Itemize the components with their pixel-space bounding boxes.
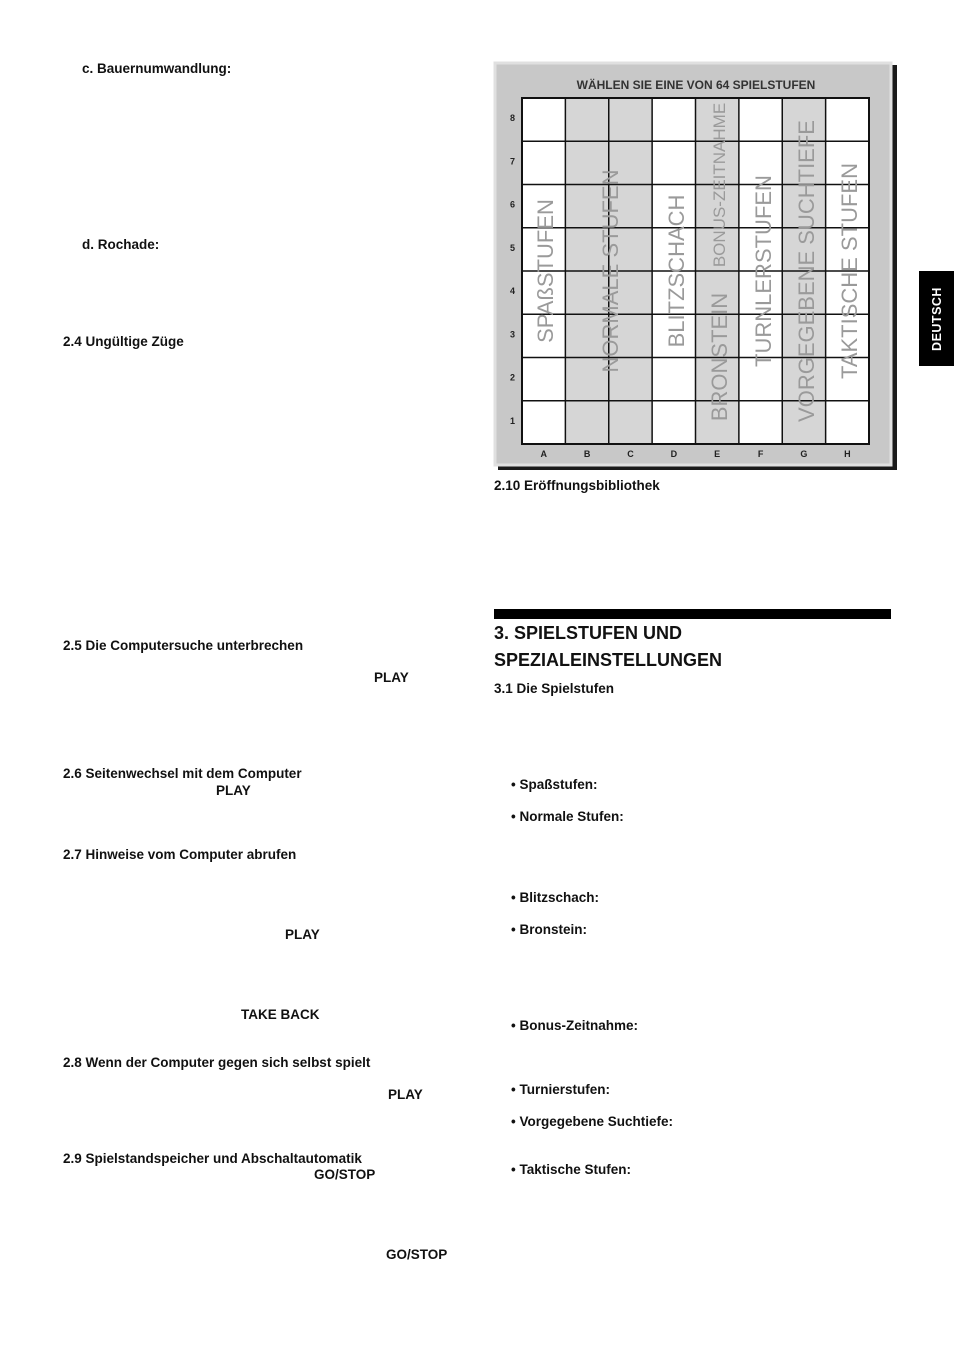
- heading-hinweise: 2.7 Hinweise vom Computer abrufen: [63, 847, 297, 862]
- file-label: B: [583, 449, 591, 459]
- heading-ungueltige-zuege: 2.4 Ungültige Züge: [63, 334, 184, 349]
- heading-bauernumwandlung: c. Bauernumwandlung:: [82, 61, 232, 76]
- heading-die-spielstufen: 3.1 Die Spielstufen: [494, 681, 615, 696]
- rank-label: 5: [509, 242, 515, 253]
- file-label: A: [540, 449, 547, 459]
- band-vorgegebene-suchtiefe: VORGEGEBENE SUCHTIEFE: [794, 120, 819, 422]
- file-label: F: [757, 449, 764, 459]
- language-tab: [919, 271, 954, 366]
- band-blitzschach: BLITZSCHACH: [664, 194, 689, 348]
- rank-label: 6: [509, 199, 515, 210]
- band-bronstein: BRONSTEIN: [707, 292, 732, 422]
- band-spassstufen: SPAßSTUFEN: [533, 199, 558, 343]
- keyword-play: PLAY: [388, 1087, 423, 1102]
- file-label: E: [714, 449, 721, 459]
- rank-label: 4: [509, 286, 515, 296]
- heading-rochade: d. Rochade:: [82, 237, 160, 252]
- keyword-play: PLAY: [285, 927, 320, 942]
- diagram-title: WÄHLEN SIE EINE VON 64 SPIELSTUFEN: [576, 78, 816, 92]
- bullet-turnierstufen: • Turnierstufen:: [511, 1082, 610, 1097]
- bullet-bronstein: • Bronstein:: [511, 922, 587, 937]
- band-bonus-zeitnahme: BONUS-ZEITNAHME: [710, 102, 729, 268]
- heading-selbst-spielen: 2.8 Wenn der Computer gegen sich selbst spielt: [63, 1055, 371, 1070]
- heading-seitenwechsel: 2.6 Seitenwechsel mit dem Computer: [63, 766, 302, 781]
- band-turnierstufen: TURNLERSTUFEN: [751, 175, 776, 367]
- bullet-normale-stufen: • Normale Stufen:: [511, 809, 624, 824]
- bullet-vorgegebene-suchtiefe: • Vorgegebene Suchtiefe:: [511, 1114, 674, 1129]
- keyword-go-stop: GO/STOP: [386, 1247, 448, 1262]
- band-taktische-stufen: TAKTISCHE STUFEN: [837, 163, 862, 379]
- bullet-bonus-zeitnahme: • Bonus-Zeitnahme:: [511, 1018, 638, 1033]
- bullet-spassstufen: • Spaßstufen:: [511, 777, 598, 792]
- heading-computersuche: 2.5 Die Computersuche unterbrechen: [63, 638, 304, 653]
- section-title-line1: 3. SPIELSTUFEN UND: [494, 623, 683, 643]
- bullet-taktische-stufen: • Taktische Stufen:: [511, 1162, 631, 1177]
- language-tab-label: DEUTSCH: [929, 286, 944, 351]
- section-divider: [494, 609, 891, 619]
- file-label: C: [627, 449, 634, 459]
- keyword-play: PLAY: [374, 670, 409, 685]
- rank-label: 3: [509, 329, 515, 340]
- keyword-take-back: TAKE BACK: [241, 1007, 320, 1022]
- heading-eroeffnungsbibliothek: 2.10 Eröffnungsbibliothek: [494, 478, 660, 493]
- rank-label: 8: [509, 113, 515, 123]
- file-label: G: [800, 449, 808, 459]
- file-label: D: [670, 449, 678, 459]
- section-title-line2: SPEZIALEINSTELLUNGEN: [494, 650, 723, 670]
- keyword-go-stop: GO/STOP: [314, 1167, 376, 1182]
- rank-label: 7: [509, 156, 515, 167]
- rank-label: 1: [509, 415, 515, 426]
- file-label: H: [844, 449, 851, 459]
- keyword-play: PLAY: [216, 783, 251, 798]
- bullet-blitzschach: • Blitzschach:: [511, 890, 599, 905]
- level-diagram: [493, 61, 897, 470]
- band-normale-stufen: NORMALE STUFEN: [598, 169, 623, 373]
- heading-spielstandspeicher: 2.9 Spielstandspeicher und Abschaltautomatik: [63, 1151, 362, 1166]
- rank-label: 2: [509, 372, 515, 383]
